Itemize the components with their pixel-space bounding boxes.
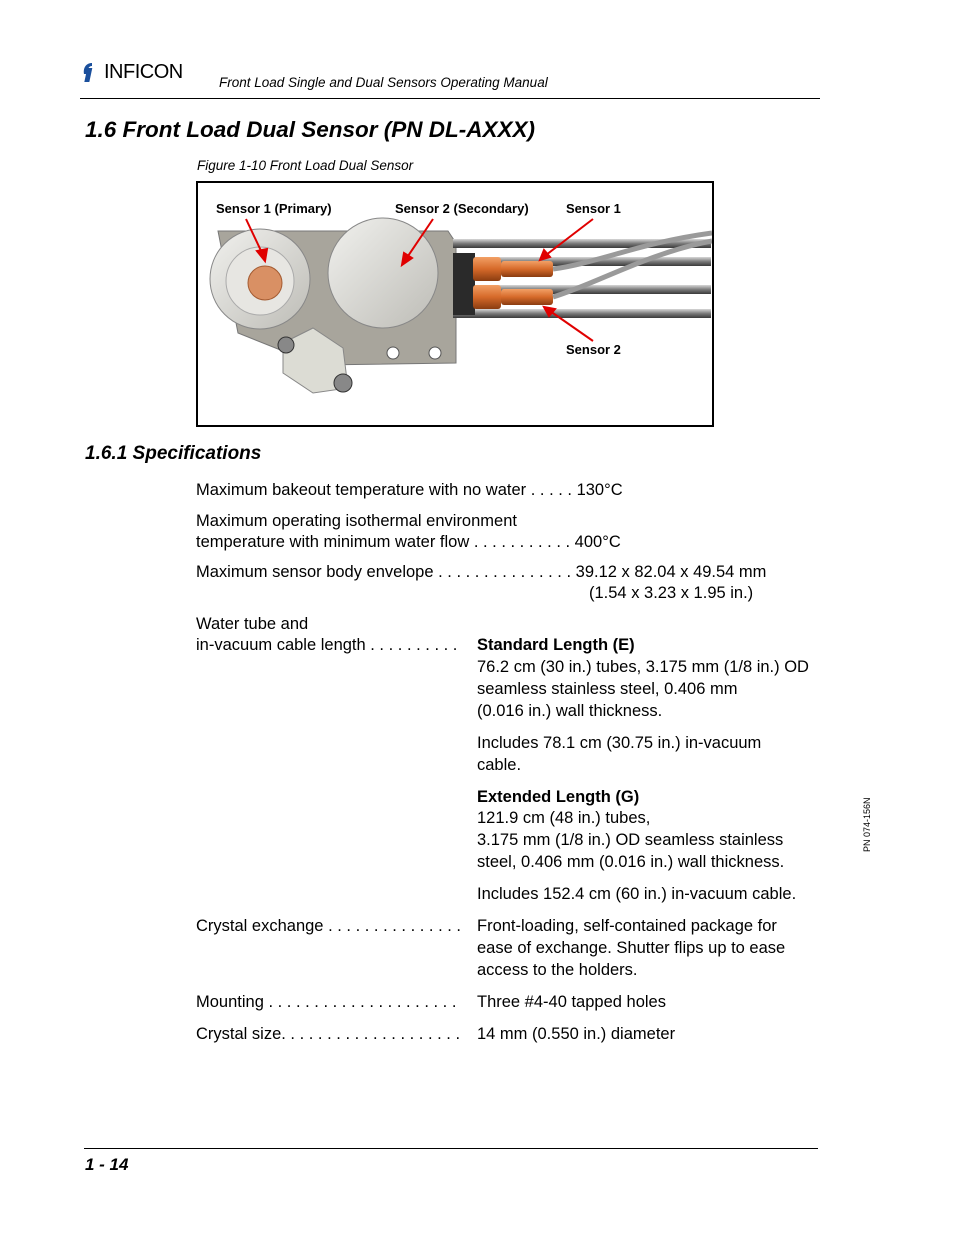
- figure-caption: Figure 1-10 Front Load Dual Sensor: [197, 158, 414, 173]
- crystal-exchange-line1: Front-loading, self-contained package for: [477, 917, 777, 935]
- extended-length-line2: 3.175 mm (1/8 in.) OD seamless stainless: [477, 831, 784, 849]
- manual-title: Front Load Single and Dual Sensors Operating Manual: [219, 75, 548, 90]
- extended-length-title: Extended Length (G): [477, 788, 640, 806]
- standard-cable-line1: Includes 78.1 cm (30.75 in.) in-vacuum: [477, 734, 762, 752]
- label-sensor2-secondary: Sensor 2 (Secondary): [395, 201, 529, 216]
- inficon-logo: [80, 60, 220, 84]
- part-number: PN 074-156N: [862, 797, 872, 852]
- header-divider: [80, 98, 820, 99]
- extended-length-line1: 121.9 cm (48 in.) tubes,: [477, 809, 651, 827]
- label-sensor1: Sensor 1: [566, 201, 621, 216]
- spec-isothermal-line1: Maximum operating isothermal environment: [196, 512, 517, 530]
- mounting-value: Three #4-40 tapped holes: [477, 993, 666, 1011]
- spec-bakeout: Maximum bakeout temperature with no water . . . . . 130°C: [196, 481, 623, 499]
- standard-length-line2: seamless stainless steel, 0.406 mm: [477, 680, 738, 698]
- spec-isothermal-line2: temperature with minimum water flow . . . . . . . . . . . 400°C: [196, 533, 621, 551]
- logo-text: INFICON: [104, 61, 183, 83]
- extended-length-line3: steel, 0.406 mm (0.016 in.) wall thickness.: [477, 853, 785, 871]
- crystal-exchange-line3: access to the holders.: [477, 961, 638, 979]
- inficon-logo-icon: [80, 60, 104, 84]
- standard-cable-line2: cable.: [477, 756, 522, 774]
- spec-water-line2: in-vacuum cable length . . . . . . . . . .: [196, 636, 458, 654]
- spec-water-line1: Water tube and: [196, 615, 309, 633]
- subsection-heading: 1.6.1 Specifications: [85, 443, 262, 464]
- label-sensor1-primary: Sensor 1 (Primary): [216, 201, 332, 216]
- footer-divider: [84, 1148, 818, 1149]
- dual-sensor-photo: [198, 183, 712, 425]
- mounting-label: Mounting . . . . . . . . . . . . . . . . . . . . .: [196, 993, 457, 1011]
- spec-envelope-line2: (1.54 x 3.23 x 1.95 in.): [589, 584, 754, 602]
- standard-length-line1: 76.2 cm (30 in.) tubes, 3.175 mm (1/8 in.) OD: [477, 658, 809, 676]
- crystal-size-label: Crystal size. . . . . . . . . . . . . . . . . . . .: [196, 1025, 461, 1043]
- label-sensor2: Sensor 2: [566, 342, 621, 357]
- crystal-exchange-line2: ease of exchange. Shutter flips up to ease: [477, 939, 786, 957]
- standard-length-line3: (0.016 in.) wall thickness.: [477, 702, 663, 720]
- crystal-size-value: 14 mm (0.550 in.) diameter: [477, 1025, 676, 1043]
- spec-envelope-line1: Maximum sensor body envelope . . . . . . . . . . . . . . . 39.12 x 82.04 x 49.54 mm: [196, 563, 767, 581]
- page-number: 1 - 14: [85, 1155, 129, 1174]
- crystal-exchange-label: Crystal exchange . . . . . . . . . . . . . . .: [196, 917, 462, 935]
- figure-frame: [196, 181, 714, 427]
- extended-cable: Includes 152.4 cm (60 in.) in-vacuum cable.: [477, 885, 797, 903]
- section-heading: 1.6 Front Load Dual Sensor (PN DL-AXXX): [85, 117, 536, 142]
- standard-length-title: Standard Length (E): [477, 636, 635, 654]
